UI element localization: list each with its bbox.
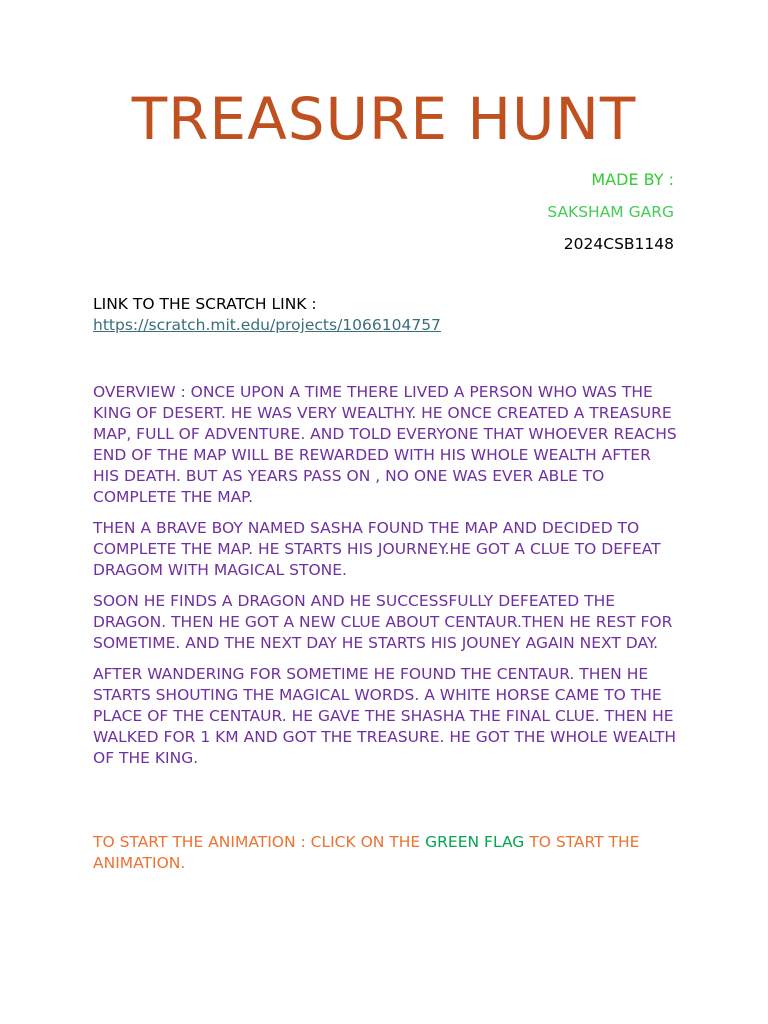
story-paragraph-2: THEN A BRAVE BOY NAMED SASHA FOUND THE MAP AND DECIDED TO COMPLETE THE MAP. HE STARTS HIS JOURNEY.HE GOT A CLUE TO DEFEAT DRAGOM WITH MAGICAL STONE. bbox=[93, 519, 661, 579]
scratch-link-label: LINK TO THE SCRATCH LINK : bbox=[93, 295, 317, 313]
made-by-label: MADE BY : bbox=[591, 170, 674, 189]
instruction-prefix: TO START THE ANIMATION : CLICK ON THE bbox=[93, 833, 426, 851]
roll-number: 2024CSB1148 bbox=[563, 235, 674, 253]
scratch-link[interactable]: https://scratch.mit.edu/projects/1066104757 bbox=[93, 316, 441, 334]
scratch-link-block bbox=[93, 294, 441, 336]
story-paragraph-overview: OVERVIEW : ONCE UPON A TIME THERE LIVED A PERSON WHO WAS THE KING OF DESERT. HE WAS VERY WEALTHY. HE ONCE CREATED A TREASURE MAP, FULL OF ADVENTURE. AND TOLD EVERYONE THAT WHOEVER REACHS END OF THE MAP WILL BE REWARDED WITH HIS WHOLE WEALTH AFTER HIS DEATH. BUT AS YEARS PASS ON , NO ONE WAS EVER ABLE TO COMPLETE THE MAP. bbox=[93, 383, 677, 506]
document-title: TREASURE HUNT bbox=[131, 85, 637, 153]
story-paragraph-3: SOON HE FINDS A DRAGON AND HE SUCCESSFULLY DEFEATED THE DRAGON. THEN HE GOT A NEW CLUE ABOUT CENTAUR.THEN HE REST FOR SOMETIME. AND THE NEXT DAY HE STARTS HIS JOUNEY AGAIN NEXT DAY. bbox=[93, 592, 673, 652]
story-paragraph-4: AFTER WANDERING FOR SOMETIME HE FOUND THE CENTAUR. THEN HE STARTS SHOUTING THE MAGICAL WORDS. A WHITE HORSE CAME TO THE PLACE OF THE CENTAUR. HE GAVE THE SHASHA THE FINAL CLUE. THEN HE WALKED FOR 1 KM AND GOT THE TREASURE. HE GOT THE WHOLE WEALTH OF THE KING. bbox=[93, 665, 677, 767]
animation-instruction bbox=[93, 832, 678, 874]
story-section bbox=[93, 382, 678, 779]
instruction-suffix: TO START THE ANIMATION. bbox=[93, 833, 640, 872]
green-flag-text: GREEN FLAG bbox=[425, 833, 525, 851]
author-block bbox=[547, 168, 674, 264]
author-name: SAKSHAM GARG bbox=[547, 203, 674, 221]
